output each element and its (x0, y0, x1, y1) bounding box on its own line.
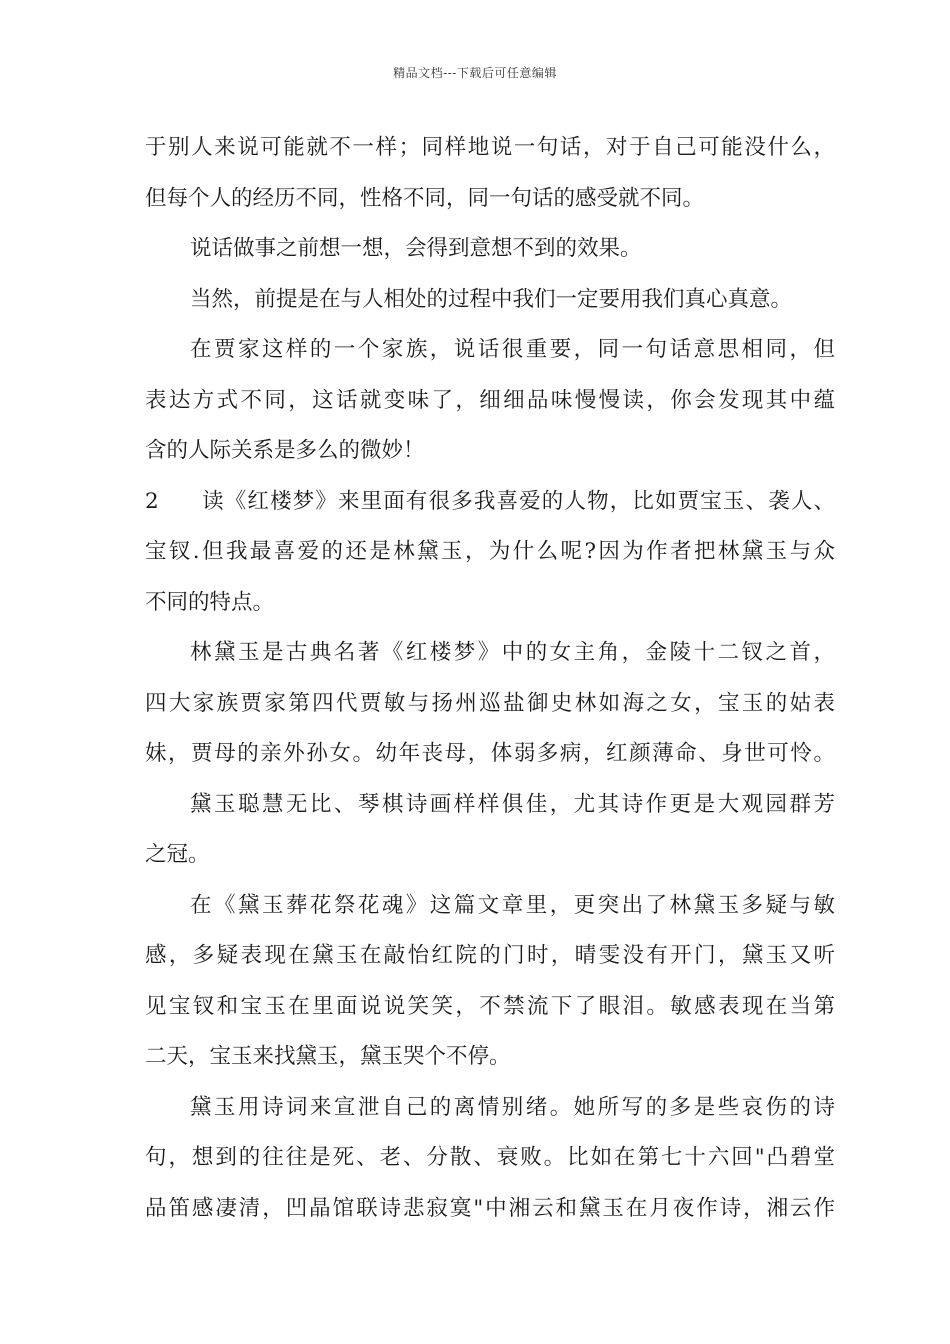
paragraph (145, 275, 835, 326)
text-line: 含的人际关系是多么的微妙！ (145, 438, 425, 463)
text-line: 品笛感凄清，凹晶馆联诗悲寂寞"中湘云和黛玉在月夜作诗，湘云作 (145, 1195, 835, 1221)
page-header: 精品文档---下载后可任意编辑 (393, 66, 557, 80)
text-line: 于别人来说可能就不一样；同样地说一句话，对于自己可能没什么， (145, 135, 835, 160)
paragraph (145, 224, 835, 275)
text-line-content: 读《红楼梦》来里面有很多我喜爱的人物，比如贾宝玉、袭人、 (201, 488, 835, 514)
text-line: 不同的特点。 (145, 589, 275, 615)
text-line: 在贾家这样的一个家族，说话很重要，同一句话意思相同，但 (190, 337, 835, 362)
section-number: 2 (145, 488, 159, 514)
text-line: 句，想到的往往是死、老、分散、衰败。比如在第七十六回"凸碧堂 (145, 1145, 835, 1170)
text-line: 之冠。 (145, 842, 210, 867)
numbered-paragraph (145, 477, 835, 629)
paragraph (145, 780, 835, 881)
text-line (145, 477, 835, 528)
text-line: 当然，前提是在与人相处的过程中我们一定要用我们真心真意。 (190, 286, 793, 312)
paragraph (145, 628, 835, 780)
text-line: 见宝钗和宝玉在里面说说笑笑，不禁流下了眼泪。敏感表现在当第 (145, 993, 835, 1019)
paragraph (145, 123, 835, 224)
paragraph (145, 325, 835, 477)
text-line: 宝钗.但我最喜爱的还是林黛玉，为什么呢?因为作者把林黛玉与众 (145, 539, 835, 564)
text-line: 妹，贾母的亲外孙女。幼年丧母，体弱多病，红颜薄命、身世可怜。 (145, 741, 835, 766)
text-line: 在《黛玉葬花祭花魂》这篇文章里，更突出了林黛玉多疑与敏 (190, 892, 835, 918)
text-line: 黛玉用诗词来宣泄自己的离情别绪。她所写的多是些哀伤的诗 (190, 1094, 835, 1120)
paragraph (145, 1083, 835, 1235)
text-line: 说话做事之前想一想，会得到意想不到的效果。 (190, 236, 642, 261)
text-line: 四大家族贾家第四代贾敏与扬州巡盐御史林如海之女，宝玉的姑表 (145, 690, 835, 716)
text-line: 林黛玉是古典名著《红楼梦》中的女主角，金陵十二钗之首， (190, 640, 835, 665)
text-line: 表达方式不同，这话就变味了，细细品味慢慢读，你会发现其中蕴 (145, 387, 835, 413)
paragraph (145, 881, 835, 1083)
text-line: 感，多疑表现在黛玉在敲怡红院的门时，晴雯没有开门，黛玉又听 (145, 943, 835, 968)
document-body (145, 123, 835, 1234)
text-line: 二天，宝玉来找黛玉，黛玉哭个不停。 (145, 1044, 511, 1069)
text-line: 但每个人的经历不同，性格不同，同一句话的感受就不同。 (145, 185, 705, 211)
text-line: 黛玉聪慧无比、琴棋诗画样样俱佳，尤其诗作更是大观园群芳 (190, 791, 835, 817)
